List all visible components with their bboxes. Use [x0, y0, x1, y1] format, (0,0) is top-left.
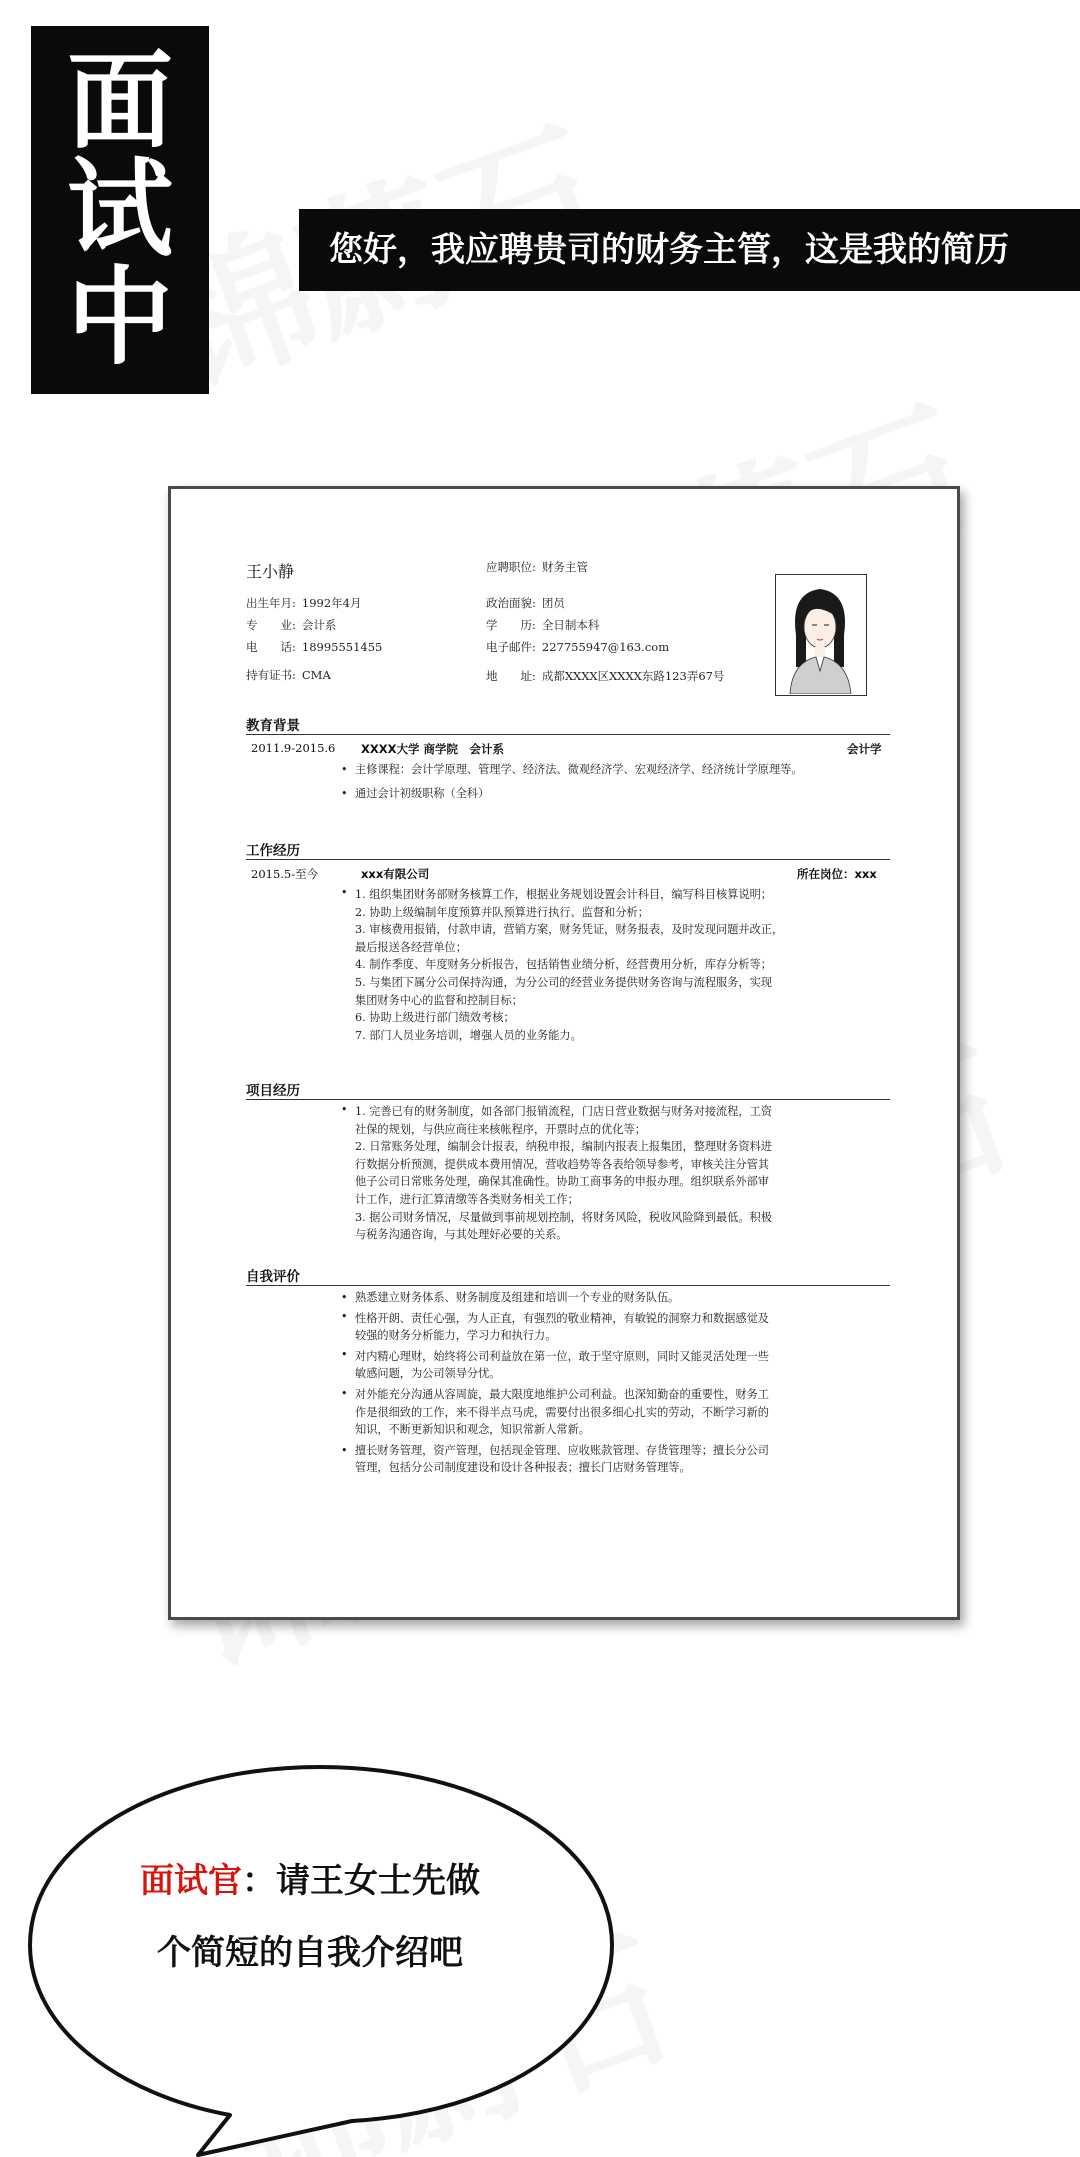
portrait-illustration: [776, 575, 865, 694]
interview-badge: [31, 26, 209, 394]
list-item: 性格开朗、责任心强，为人正直，有强烈的敬业精神，有敏锐的洞察力和数据感觉及: [355, 1311, 769, 1325]
field-email: 电子邮件: 227755947@163.com: [486, 640, 670, 654]
work-period: 2015.5-至今: [251, 867, 319, 881]
bubble-line-2: 个简短的自我介绍吧: [157, 1933, 463, 1973]
list-item: 对外能充分沟通从容周旋，最大限度地维护公司利益。也深知勤奋的重要性，财务工: [355, 1387, 769, 1401]
education-bullets: [341, 761, 886, 802]
list-item: 擅长财务管理，资产管理，包括现金管理、应收账款管理、存货管理等；擅长分公司: [355, 1443, 769, 1457]
field-birth: 出生年月: 1992年4月: [246, 596, 362, 610]
list-item: 与税务沟通咨询，与其处理好必要的关系。: [355, 1228, 568, 1242]
profile-photo: [775, 574, 867, 696]
list-item: 最后报送各经营单位；: [355, 940, 467, 954]
list-item: 2. 协助上级编制年度预算并队预算进行执行、监督和分析；: [355, 905, 649, 919]
list-item: 作是很细致的工作，来不得半点马虎，需要付出很多细心扎实的劳动，不断学习新的: [355, 1405, 769, 1419]
bullet-marker: •: [341, 886, 348, 899]
badge-char: 试: [67, 148, 173, 271]
badge-char: 中: [67, 256, 173, 379]
field-position: 应聘职位: 财务主管: [486, 560, 588, 574]
list-item: 6. 协助上级进行部门绩效考核；: [355, 1011, 515, 1025]
list-item: 7. 部门人员业务培训，增强人员的业务能力。: [355, 1028, 582, 1042]
candidate-name: 王小静: [246, 562, 295, 581]
bubble-line-1: 面试官：请王女士先做: [140, 1861, 480, 1901]
list-item: 他子公司日常账务处理，确保其准确性。协助工商事务的申报办理。组织联系外部审: [355, 1175, 769, 1189]
section-divider: [246, 734, 890, 735]
badge-char: 面: [67, 40, 173, 163]
field-political: 政治面貌: 团员: [486, 596, 565, 610]
section-title-education: 教育背景: [246, 718, 300, 734]
list-item: • 主修课程：会计学原理、管理学、经济法、微观经济学、宏观经济学、经济统计学原理等。: [341, 761, 886, 779]
section-divider: [246, 1099, 890, 1100]
list-item: 集团财务中心的监督和控制目标；: [355, 993, 523, 1007]
work-company: xxx有限公司: [361, 867, 430, 881]
bullet-marker: •: [341, 1310, 348, 1323]
project-details: [355, 1103, 887, 1244]
list-item: 1. 组织集团财务部财务核算工作，根据业务规划设置会计科目，编写科目核算说明；: [355, 888, 772, 901]
list-item: 计工作，进行汇算清缴等各类财务相关工作；: [355, 1192, 579, 1206]
field-major: 专 业: 会计系: [246, 618, 337, 632]
list-item: • 通过会计初级职称（全科）: [341, 785, 886, 803]
bullet-marker: •: [341, 1103, 348, 1116]
bullet-marker: •: [341, 1387, 348, 1400]
list-item: 对内精心理财，始终将公司利益放在第一位，敢于坚守原则，同时又能灵活处理一些: [355, 1349, 769, 1363]
bullet-marker: •: [341, 1291, 348, 1304]
education-period: 2011.9-2015.6: [251, 741, 336, 755]
list-item: 管理，包括分公司制度建设和设计各种报表；擅长门店财务管理等。: [355, 1461, 691, 1475]
list-item: 熟悉建立财务体系、财务制度及组建和培训一个专业的财务队伍。: [355, 1291, 680, 1304]
list-item: 1. 完善已有的财务制度，如各部门报销流程，门店日营业数据与财务对接流程，工资: [355, 1105, 772, 1118]
list-item: 5. 与集团下属分公司保持沟通，为分公司的经营业务提供财务咨询与流程服务，实现: [355, 975, 772, 989]
list-item: 行数据分析预测，提供成本费用情况，营收趋势等各表给领导参考，审核关注分管其: [355, 1157, 769, 1171]
speaker-label: 面试官: [140, 1861, 242, 1901]
education-major: 会计学: [847, 742, 882, 756]
list-item: 社保的规划，与供应商往来核帐程序，开票时点的优化等；: [355, 1122, 646, 1136]
section-divider: [246, 859, 890, 860]
section-divider: [246, 1285, 890, 1286]
work-role: 所在岗位：xxx: [797, 867, 877, 881]
greeting-banner: 您好，我应聘贵司的财务主管，这是我的简历: [299, 209, 1080, 291]
education-school: XXXX大学 商学院 会计系: [361, 742, 504, 756]
field-cert: 持有证书: CMA: [246, 668, 331, 682]
list-item: 2. 日常账务处理，编制会计报表，纳税申报，编制内报表上报集团，整理财务资料进: [355, 1140, 772, 1154]
section-title-projects: 项目经历: [246, 1083, 300, 1099]
field-degree: 学 历: 全日制本科: [486, 618, 600, 632]
list-item: 3. 据公司财务情况，尽量做到事前规划控制，将财务风险，税收风险降到最低。积极: [355, 1210, 772, 1224]
resume-page: [168, 486, 960, 1620]
field-phone: 电 话: 18995551455: [246, 640, 383, 654]
field-address: 地 址: 成都XXXX区XXXX东路123弄67号: [486, 669, 725, 683]
list-item: 3. 审核费用报销，付款申请，营销方案，财务凭证，财务报表，及时发现问题并改正，: [355, 923, 784, 937]
section-title-work: 工作经历: [246, 843, 300, 859]
self-eval-details: [355, 1289, 887, 1477]
section-title-self-eval: 自我评价: [246, 1269, 300, 1285]
list-item: 4. 制作季度、年度财务分析报告，包括销售业绩分析，经营费用分析，库存分析等；: [355, 958, 772, 972]
bullet-marker: •: [341, 1348, 348, 1361]
list-item: 知识，不断更新知识和观念，知识常新人常新。: [355, 1423, 590, 1437]
list-item: 敏感问题，为公司领导分忧。: [355, 1367, 501, 1381]
bullet-marker: •: [341, 1444, 348, 1457]
list-item: 较强的财务分析能力，学习力和执行力。: [355, 1329, 557, 1343]
work-details: [355, 886, 887, 1044]
